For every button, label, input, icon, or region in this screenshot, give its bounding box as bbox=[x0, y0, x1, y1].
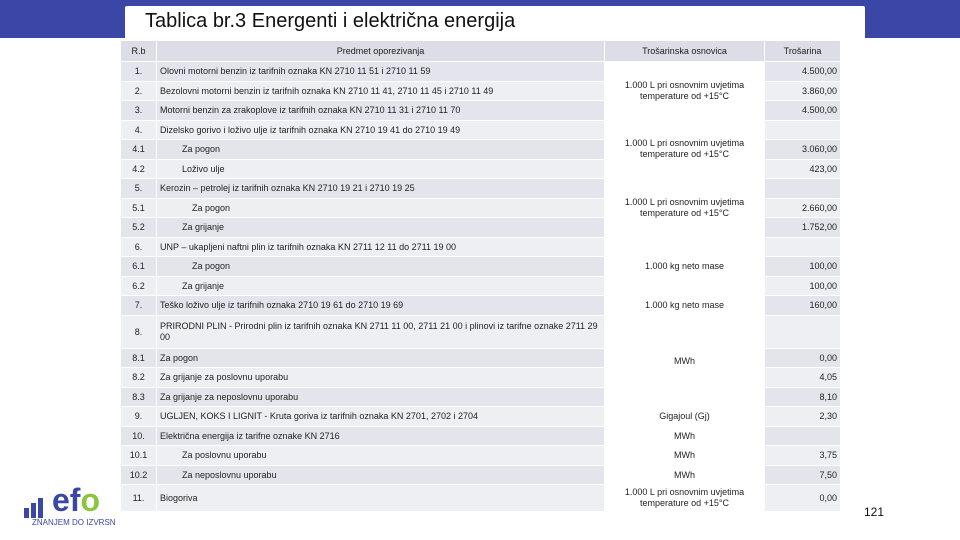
row-trosarina: 3,75 bbox=[765, 446, 841, 466]
row-desc: UNP – ukapljeni naftni plin iz tarifnih oznaka KN 2711 12 11 do 2711 19 00 bbox=[157, 237, 605, 257]
row-rb: 10.1 bbox=[121, 446, 157, 466]
row-rb: 8.1 bbox=[121, 348, 157, 368]
row-trosarina: 0,00 bbox=[765, 348, 841, 368]
row-rb: 5.2 bbox=[121, 218, 157, 238]
table-row bbox=[121, 120, 841, 140]
row-rb: 8.2 bbox=[121, 368, 157, 388]
row-desc: Za neposlovnu uporabu bbox=[157, 465, 605, 485]
row-rb: 11. bbox=[121, 485, 157, 512]
table-row bbox=[121, 426, 841, 446]
table-row bbox=[121, 315, 841, 348]
logo-wordmark: efo bbox=[52, 482, 100, 518]
row-osnovica: MWh bbox=[605, 465, 765, 485]
row-rb: 4.1 bbox=[121, 140, 157, 160]
row-osnovica: 1.000 kg neto mase bbox=[605, 237, 765, 296]
row-desc: Za pogon bbox=[157, 198, 605, 218]
row-osnovica: MWh bbox=[605, 315, 765, 407]
row-desc: Električna energija iz tarifne oznake KN 2716 bbox=[157, 426, 605, 446]
row-trosarina: 4.500,00 bbox=[765, 101, 841, 121]
table-row bbox=[121, 179, 841, 199]
row-desc: PRIRODNI PLIN - Prirodni plin iz tarifnih oznaka KN 2711 11 00, 2711 21 00 i plinovi iz tarifne oznake 2711 29 00 bbox=[157, 315, 605, 348]
row-desc: Bezolovni motorni benzin iz tarifnih oznaka KN 2710 11 41, 2710 11 45 i 2710 11 49 bbox=[157, 81, 605, 101]
row-osnovica: 1.000 kg neto mase bbox=[605, 296, 765, 316]
header-rb: R.b bbox=[121, 41, 157, 62]
row-rb: 10. bbox=[121, 426, 157, 446]
row-rb: 4.2 bbox=[121, 159, 157, 179]
row-trosarina: 2,30 bbox=[765, 407, 841, 427]
row-desc: Za pogon bbox=[157, 348, 605, 368]
row-rb: 7. bbox=[121, 296, 157, 316]
row-rb: 1. bbox=[121, 62, 157, 82]
row-trosarina: 8,10 bbox=[765, 387, 841, 407]
row-desc: Za poslovnu uporabu bbox=[157, 446, 605, 466]
header-predmet: Predmet oporezivanja bbox=[157, 41, 605, 62]
row-rb: 9. bbox=[121, 407, 157, 427]
row-rb: 2. bbox=[121, 81, 157, 101]
header-osnovica: Trošarinska osnovica bbox=[605, 41, 765, 62]
table-header-row bbox=[121, 41, 841, 62]
bar-chart-icon bbox=[24, 492, 52, 518]
row-trosarina: 100,00 bbox=[765, 276, 841, 296]
row-desc: Za pogon bbox=[157, 257, 605, 277]
table-row bbox=[121, 62, 841, 82]
row-rb: 6.1 bbox=[121, 257, 157, 277]
row-desc: Kerozin – petrolej iz tarifnih oznaka KN 2710 19 21 i 2710 19 25 bbox=[157, 179, 605, 199]
row-desc: Biogoriva bbox=[157, 485, 605, 512]
page-number: 121 bbox=[864, 505, 885, 519]
row-osnovica: MWh bbox=[605, 426, 765, 446]
row-rb: 5. bbox=[121, 179, 157, 199]
row-trosarina: 100,00 bbox=[765, 257, 841, 277]
table-row bbox=[121, 407, 841, 427]
row-trosarina: 7,50 bbox=[765, 465, 841, 485]
row-rb: 3. bbox=[121, 101, 157, 121]
table-row bbox=[121, 465, 841, 485]
row-desc: Za grijanje za poslovnu uporabu bbox=[157, 368, 605, 388]
table-row bbox=[121, 446, 841, 466]
row-rb: 6.2 bbox=[121, 276, 157, 296]
row-desc: Za grijanje za neposlovnu uporabu bbox=[157, 387, 605, 407]
row-trosarina: 4,05 bbox=[765, 368, 841, 388]
row-osnovica: 1.000 L pri osnovnim uvjetima temperature od +15°C bbox=[605, 179, 765, 238]
row-osnovica: 1.000 L pri osnovnim uvjetima temperature od +15°C bbox=[605, 120, 765, 179]
row-trosarina: 160,00 bbox=[765, 296, 841, 316]
logo-tagline: ZNANJEM DO IZVRSN bbox=[32, 518, 116, 527]
row-desc: Dizelsko gorivo i loživo ulje iz tarifnih oznaka KN 2710 19 41 do 2710 19 49 bbox=[157, 120, 605, 140]
row-trosarina bbox=[765, 179, 841, 199]
row-desc: Loživo ulje bbox=[157, 159, 605, 179]
excise-table bbox=[120, 40, 841, 512]
row-desc: Za grijanje bbox=[157, 218, 605, 238]
row-desc: Olovni motorni benzin iz tarifnih oznaka KN 2710 11 51 i 2710 11 59 bbox=[157, 62, 605, 82]
row-desc: Teško loživo ulje iz tarifnih oznaka 2710 19 61 do 2710 19 69 bbox=[157, 296, 605, 316]
row-trosarina: 3.060,00 bbox=[765, 140, 841, 160]
row-trosarina: 4.500,00 bbox=[765, 62, 841, 82]
row-desc: Motorni benzin za zrakoplove iz tarifnih oznaka KN 2710 11 31 i 2710 11 70 bbox=[157, 101, 605, 121]
row-trosarina: 3.860,00 bbox=[765, 81, 841, 101]
table-row bbox=[121, 296, 841, 316]
row-trosarina: 1.752,00 bbox=[765, 218, 841, 238]
row-trosarina: 0,00 bbox=[765, 485, 841, 512]
row-trosarina bbox=[765, 315, 841, 348]
row-trosarina: 423,00 bbox=[765, 159, 841, 179]
row-osnovica: 1.000 L pri osnovnim uvjetima temperature od +15°C bbox=[605, 485, 765, 512]
row-osnovica: 1.000 L pri osnovnim uvjetima temperature od +15°C bbox=[605, 62, 765, 121]
row-rb: 4. bbox=[121, 120, 157, 140]
row-trosarina: 2.660,00 bbox=[765, 198, 841, 218]
table-row bbox=[121, 485, 841, 512]
table-row bbox=[121, 237, 841, 257]
header-trosarina: Trošarina bbox=[765, 41, 841, 62]
row-desc: UGLJEN, KOKS I LIGNIT - Kruta goriva iz tarifnih oznaka KN 2701, 2702 i 2704 bbox=[157, 407, 605, 427]
row-rb: 8.3 bbox=[121, 387, 157, 407]
row-desc: Za grijanje bbox=[157, 276, 605, 296]
row-rb: 5.1 bbox=[121, 198, 157, 218]
row-osnovica: MWh bbox=[605, 446, 765, 466]
left-margin bbox=[0, 38, 120, 540]
row-trosarina bbox=[765, 120, 841, 140]
row-desc: Za pogon bbox=[157, 140, 605, 160]
row-rb: 10.2 bbox=[121, 465, 157, 485]
row-rb: 6. bbox=[121, 237, 157, 257]
slide-title: Tablica br.3 Energenti i električna energija bbox=[145, 10, 516, 32]
row-trosarina bbox=[765, 237, 841, 257]
row-osnovica: Gigajoul (Gj) bbox=[605, 407, 765, 427]
efo-logo bbox=[24, 482, 124, 532]
row-trosarina bbox=[765, 426, 841, 446]
row-rb: 8. bbox=[121, 315, 157, 348]
